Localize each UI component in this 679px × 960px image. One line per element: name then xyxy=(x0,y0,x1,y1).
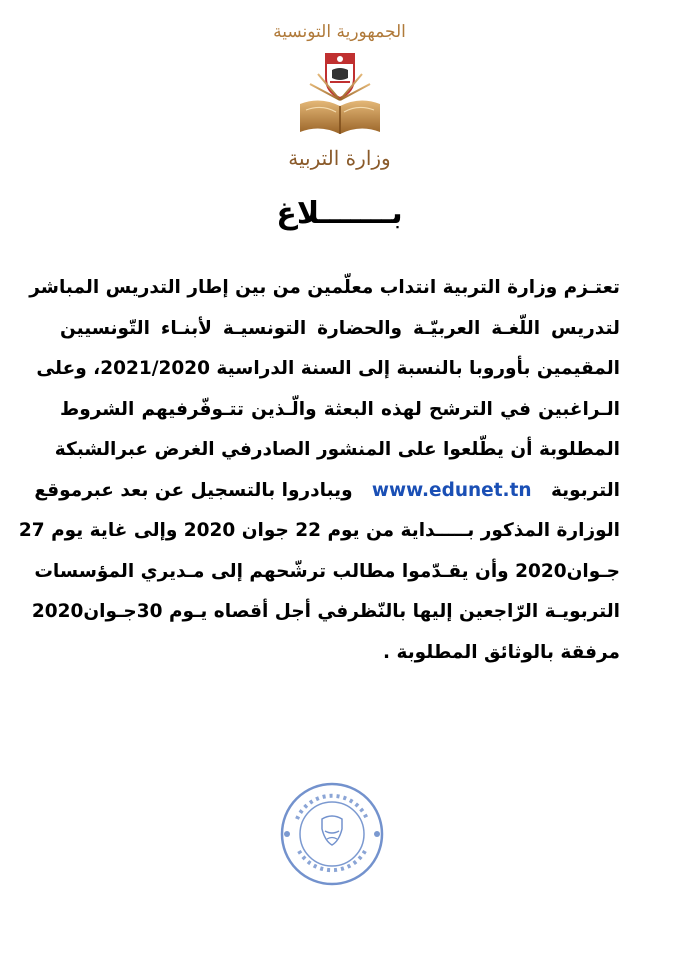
body-line: الوزارة المذكور بـــــداية من يوم 22 جوان 2020 وإلى غاية يوم 27 xyxy=(18,520,620,541)
body-text: التربوية xyxy=(550,479,620,501)
official-stamp xyxy=(277,779,387,889)
body-line: التربويـة الرّاجعين إليها بالنّظرفي أجل أقصاه يـوم 30جـوان2020 xyxy=(31,601,620,622)
ministry-emblem xyxy=(290,44,390,148)
letterhead xyxy=(0,22,679,170)
body-line: جـوان2020 وأن يقـدّموا مطالب ترشّحهم إلى مـديري المؤسسات xyxy=(34,560,620,582)
body-line: تعتـزم وزارة التربية انتداب معلّمين من بين إطار التدريس المباشر xyxy=(29,277,620,298)
republic-name: الجمهورية التونسية xyxy=(273,22,406,42)
body-line: المطلوبة أن يطّلعوا على المنشور الصادرفي الغرض عبرالشبكة xyxy=(54,439,620,460)
announcement-body xyxy=(18,268,620,673)
page-title: بـــــــلاغ xyxy=(276,196,403,231)
stamp-seal-icon xyxy=(277,779,387,889)
body-line: مرفقة بالوثائق المطلوبة . xyxy=(383,641,620,663)
ministry-name: وزارة التربية xyxy=(288,146,391,170)
body-line: المقيمين بأوروبا بالنسبة إلى السنة الدراسية 2021/2020، وعلى xyxy=(36,358,620,379)
body-line: لتدريس اللّغـة العربيّـة والحضارة التونسيـة لأبنـاء التّونسيين xyxy=(60,317,620,339)
body-text: ويبادروا بالتسجيل عن بعد عبرموقع xyxy=(34,479,353,501)
body-line-with-link xyxy=(34,471,620,512)
edunet-link[interactable]: www.edunet.tn xyxy=(371,479,532,501)
body-line: الـراغبين في الترشح لهذه البعثة والّـذين تتـوفّرفيهم الشروط xyxy=(60,398,620,420)
emblem-book-icon xyxy=(290,44,390,144)
